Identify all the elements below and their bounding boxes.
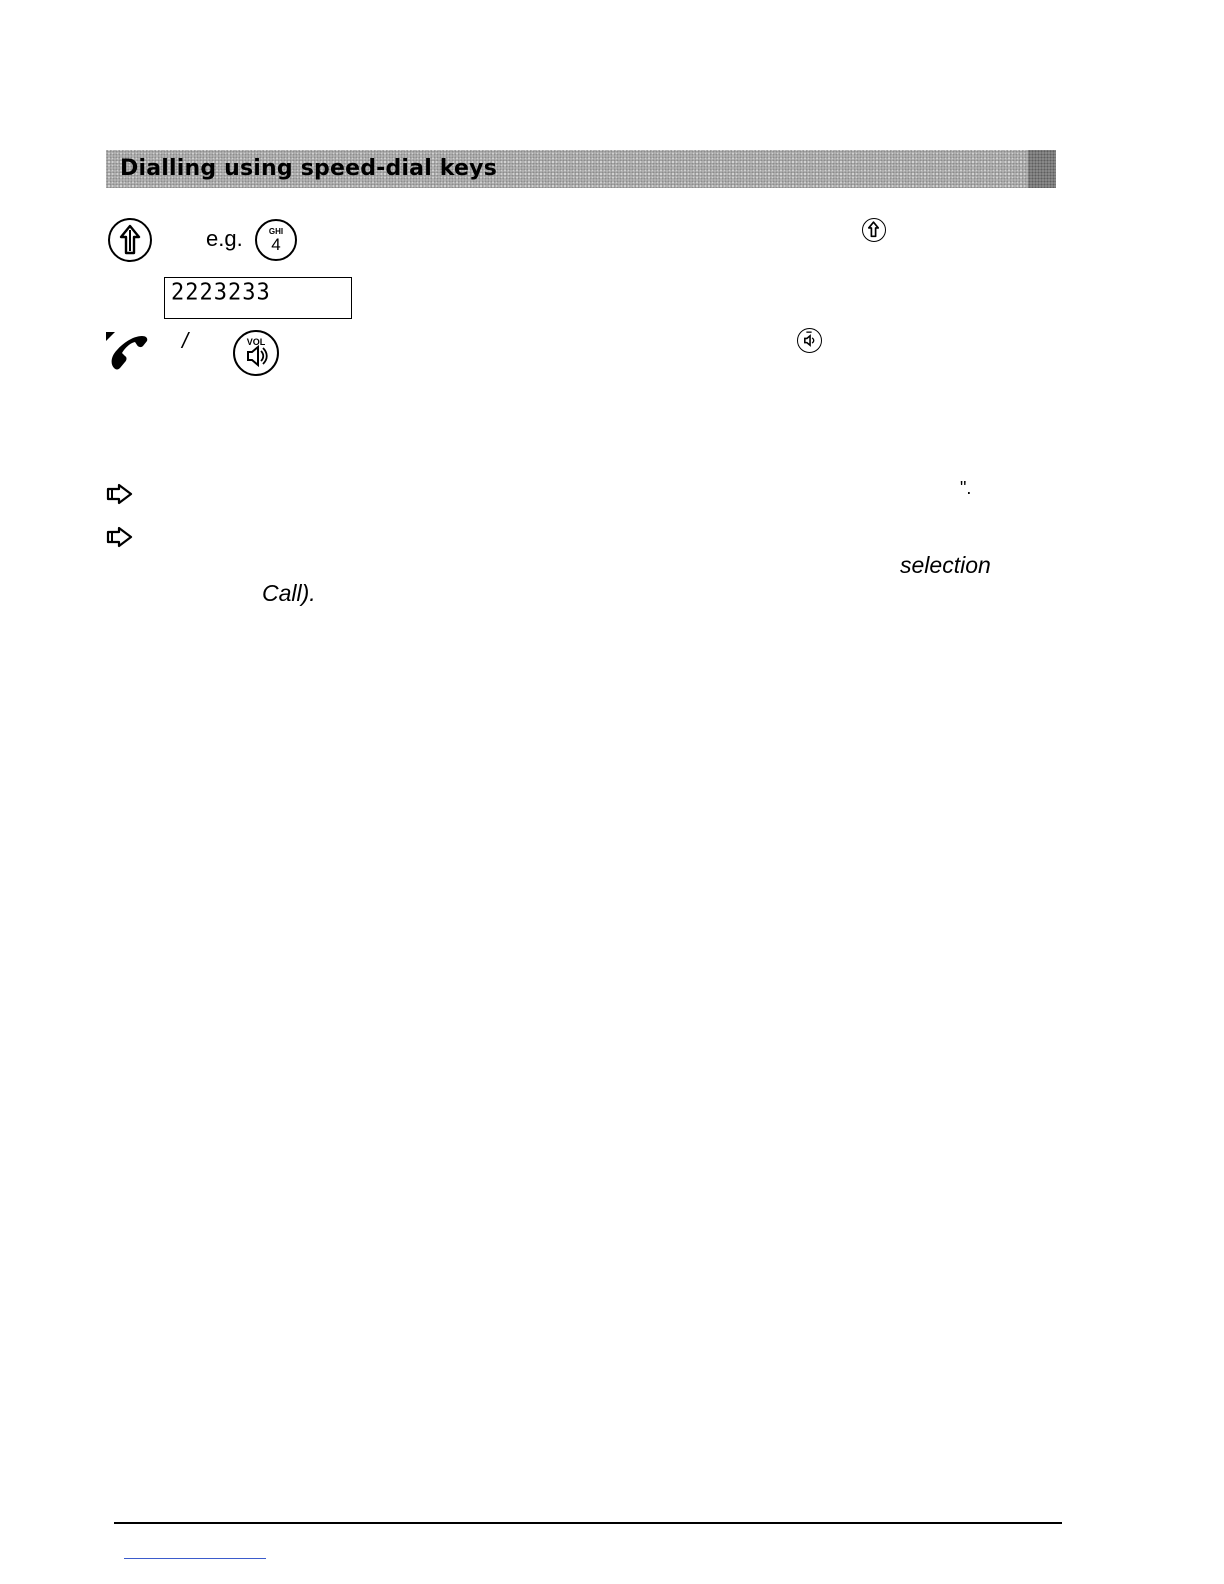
note2-word-selection: selection xyxy=(900,552,991,578)
hand-pointer-icon xyxy=(106,483,134,505)
note1-closing-quote: ". xyxy=(960,478,972,498)
display-screen xyxy=(164,277,352,319)
note2-word-call: Call). xyxy=(262,580,316,606)
hand-pointer-icon xyxy=(106,526,134,548)
shift-arrow-key-icon xyxy=(108,218,152,262)
speaker-key-icon xyxy=(233,330,279,376)
digit-key-letters: GHI xyxy=(268,227,284,236)
or-separator: / xyxy=(182,328,189,353)
section-title: Dialling using speed-dial keys xyxy=(120,156,498,181)
section-heading-end-block xyxy=(1028,150,1056,188)
speaker-key-small-icon xyxy=(797,328,822,353)
digit-key-digit: 4 xyxy=(271,235,281,254)
example-label: e.g. xyxy=(206,226,243,251)
footer-rule xyxy=(114,1522,1062,1524)
handset-lift-icon xyxy=(104,330,150,372)
display-number: 2223233 xyxy=(171,279,271,306)
speaker-key-label: VOL xyxy=(246,337,266,347)
shift-arrow-key-small-icon xyxy=(862,218,886,242)
digit-4-key-icon xyxy=(255,219,297,261)
footer-link-underline xyxy=(124,1558,266,1559)
